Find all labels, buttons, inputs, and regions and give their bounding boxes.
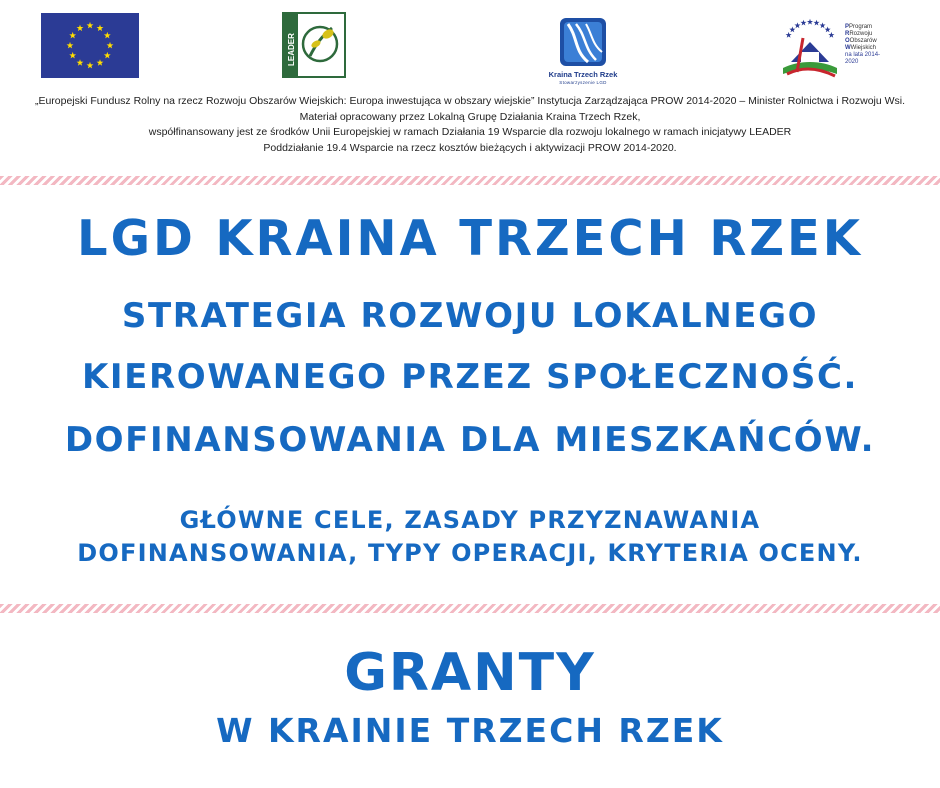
eu-star xyxy=(104,32,111,39)
prow-line-1: Program xyxy=(849,24,873,30)
funding-line-3: współfinansowany jest ze środków Unii Europejskiej w ramach Działania 19 Wsparcie dla rozwoju lokalnego w ramach inicjatywy LEADER xyxy=(148,126,792,138)
prow-star xyxy=(794,22,800,28)
prow-emblem-icon xyxy=(777,16,843,80)
prow-star xyxy=(825,27,831,33)
divider-stripe-top xyxy=(0,176,940,185)
funding-line-2: Materiał opracowany przez Lokalną Grupę Działania Kraina Trzech Rzek, xyxy=(299,110,641,123)
rivers-icon xyxy=(548,18,618,68)
lgd-name: Kraina Trzech Rzek xyxy=(548,70,618,79)
eu-star xyxy=(87,22,94,29)
strategy-line-2: KIEROWANEGO PRZEZ SPOŁECZNOŚĆ. xyxy=(81,357,859,397)
prow-line-2: Rozwoju xyxy=(849,31,873,37)
granty-subtitle: W KRAINIE TRZECH RZEK xyxy=(216,711,724,750)
eu-star xyxy=(87,62,94,69)
eu-stars xyxy=(41,13,139,78)
eu-star xyxy=(69,32,76,39)
divider-stripe-bottom xyxy=(0,604,940,613)
eu-star xyxy=(97,59,104,66)
leader-logo-icon xyxy=(282,12,346,78)
prow-star xyxy=(820,22,826,28)
prow-star xyxy=(786,32,792,38)
prow-line-4: Wiejskich xyxy=(850,45,877,51)
prow-logo xyxy=(777,16,887,80)
funding-line-1: „Europejski Fundusz Rolny na rzecz Rozwoju Obszarów Wiejskich: Europa inwestująca w obszary wiejskie” Instytucja Zarządzająca PROW 2014-2020 – Minister Rolnictwa i Rozwoju Wsi. xyxy=(34,95,906,107)
funding-notice xyxy=(0,94,940,156)
goals-line-2: DOFINANSOWANIA, TYPY OPERACJI, KRYTERIA OCENY. xyxy=(77,539,863,567)
eu-star xyxy=(77,25,84,32)
funding-line-4: Poddziałanie 19.4 Wsparcie na rzecz kosztów bieżących i aktywizacji PROW 2014-2020. xyxy=(263,141,677,154)
eu-star xyxy=(104,52,111,59)
eu-star xyxy=(107,42,114,49)
prow-years: na lata 2014-2020 xyxy=(845,52,881,65)
eu-star xyxy=(77,59,84,66)
eu-star xyxy=(97,25,104,32)
strategy-line-1: STRATEGIA ROZWOJU LOKALNEGO xyxy=(121,296,819,336)
eu-star xyxy=(67,42,74,49)
prow-star xyxy=(800,20,806,26)
svg-text:LEADER: LEADER xyxy=(287,33,296,66)
prow-star xyxy=(807,19,813,25)
prow-line-3: Obszarów xyxy=(849,38,877,44)
prow-wordmark: PProgram RRozwoju OObszarów WWiejskich na lata 2014-2020 xyxy=(845,24,887,66)
main-title: LGD KRAINA TRZECH RZEK xyxy=(77,210,863,267)
prow-star xyxy=(789,27,795,33)
lgd-subtitle: Stowarzyszenie LGD xyxy=(559,80,607,85)
goals-line-1: GŁÓWNE CELE, ZASADY PRZYZNAWANIA xyxy=(179,506,761,534)
strategy-line-3: DOFINANSOWANIA DLA MIESZKAŃCÓW. xyxy=(64,420,876,460)
kraina-trzech-rzek-logo xyxy=(548,18,618,86)
eu-flag-icon xyxy=(41,13,139,78)
granty-title: GRANTY xyxy=(344,643,596,703)
prow-star xyxy=(828,32,834,38)
prow-star xyxy=(813,20,819,26)
eu-star xyxy=(69,52,76,59)
